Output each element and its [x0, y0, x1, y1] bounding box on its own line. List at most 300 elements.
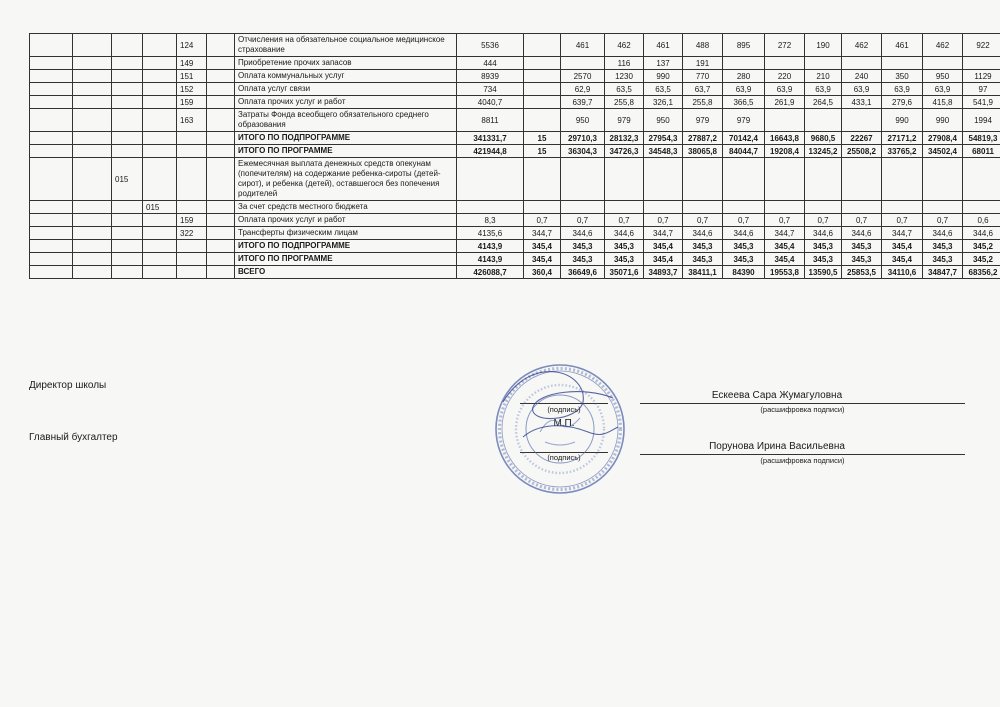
- month-8-cell: 0,7: [805, 214, 842, 227]
- specifics-code-cell: [177, 158, 207, 201]
- annual-total-cell: 8939: [457, 70, 524, 83]
- month-10-cell: 279,6: [882, 96, 923, 109]
- month-3-cell: 34726,3: [605, 145, 644, 158]
- month-10-cell: 461: [882, 34, 923, 57]
- month-11-cell: 990: [923, 109, 963, 132]
- month-4-cell: 461: [644, 34, 683, 57]
- month-4-cell: 63,5: [644, 83, 683, 96]
- program-code-cell: [112, 57, 143, 70]
- month-5-cell: 0,7: [683, 214, 723, 227]
- month-11-cell: 63,9: [923, 83, 963, 96]
- month-8-cell: [805, 57, 842, 70]
- month-8-cell: 264,5: [805, 96, 842, 109]
- level-1-cell: [30, 57, 73, 70]
- month-1-cell: [524, 57, 561, 70]
- item-name-cell: Затраты Фонда всеобщего обязательного среднего образования: [235, 109, 457, 132]
- director-name: Ескеева Сара Жумагуловна: [711, 390, 843, 401]
- month-6-cell: 84390: [723, 266, 765, 279]
- month-9-cell: 462: [842, 34, 882, 57]
- month-9-cell: 25508,2: [842, 145, 882, 158]
- level-1-cell: [30, 158, 73, 201]
- annual-total-cell: 4135,6: [457, 227, 524, 240]
- month-10-cell: [882, 201, 923, 214]
- month-9-cell: 22267: [842, 132, 882, 145]
- month-6-cell: 345,3: [723, 240, 765, 253]
- month-6-cell: [723, 158, 765, 201]
- annual-total-cell: 421944,8: [457, 145, 524, 158]
- month-11-cell: 345,3: [923, 240, 963, 253]
- specifics-code-cell: 159: [177, 214, 207, 227]
- subprogram-code-cell: 015: [143, 201, 177, 214]
- blank-cell: [207, 70, 235, 83]
- blank-cell: [207, 57, 235, 70]
- annual-total-cell: 4143,9: [457, 240, 524, 253]
- month-12-cell: [963, 201, 1000, 214]
- table-row: [30, 132, 1000, 145]
- month-9-cell: 345,3: [842, 253, 882, 266]
- month-7-cell: 19208,4: [765, 145, 805, 158]
- level-2-cell: [73, 83, 112, 96]
- month-4-cell: 0,7: [644, 214, 683, 227]
- month-5-cell: [683, 158, 723, 201]
- month-5-cell: 255,8: [683, 96, 723, 109]
- level-1-cell: [30, 109, 73, 132]
- month-4-cell: 345,4: [644, 240, 683, 253]
- director-name-caption: (расшифровка подписи): [760, 405, 845, 414]
- month-6-cell: 84044,7: [723, 145, 765, 158]
- month-3-cell: 345,3: [605, 240, 644, 253]
- month-1-cell: [524, 158, 561, 201]
- month-10-cell: 345,4: [882, 240, 923, 253]
- annual-total-cell: [457, 201, 524, 214]
- level-2-cell: [73, 34, 112, 57]
- month-9-cell: 63,9: [842, 83, 882, 96]
- level-1-cell: [30, 145, 73, 158]
- month-3-cell: 0,7: [605, 214, 644, 227]
- month-8-cell: 190: [805, 34, 842, 57]
- month-2-cell: 29710,3: [561, 132, 605, 145]
- month-12-cell: [963, 57, 1000, 70]
- month-7-cell: [765, 201, 805, 214]
- month-4-cell: 34893,7: [644, 266, 683, 279]
- subprogram-code-cell: [143, 57, 177, 70]
- month-12-cell: 1129: [963, 70, 1000, 83]
- table-row: [30, 227, 1000, 240]
- month-9-cell: [842, 158, 882, 201]
- month-11-cell: [923, 158, 963, 201]
- month-6-cell: 70142,4: [723, 132, 765, 145]
- level-2-cell: [73, 70, 112, 83]
- month-3-cell: 344,6: [605, 227, 644, 240]
- month-6-cell: 366,5: [723, 96, 765, 109]
- month-4-cell: 990: [644, 70, 683, 83]
- month-12-cell: 68011: [963, 145, 1000, 158]
- month-6-cell: 895: [723, 34, 765, 57]
- level-1-cell: [30, 70, 73, 83]
- table-row: [30, 145, 1000, 158]
- item-name-cell: Оплата прочих услуг и работ: [235, 214, 457, 227]
- blank-cell: [207, 227, 235, 240]
- month-9-cell: 433,1: [842, 96, 882, 109]
- specifics-code-cell: [177, 266, 207, 279]
- item-name-cell: За счет средств местного бюджета: [235, 201, 457, 214]
- subprogram-code-cell: [143, 214, 177, 227]
- budget-table-body: [30, 34, 1000, 279]
- month-5-cell: 191: [683, 57, 723, 70]
- month-9-cell: 0,7: [842, 214, 882, 227]
- item-name-cell: ВСЕГО: [235, 266, 457, 279]
- month-7-cell: 220: [765, 70, 805, 83]
- month-10-cell: 34110,6: [882, 266, 923, 279]
- month-12-cell: 345,2: [963, 253, 1000, 266]
- item-name-cell: Приобретение прочих запасов: [235, 57, 457, 70]
- annual-total-cell: 426088,7: [457, 266, 524, 279]
- month-6-cell: 0,7: [723, 214, 765, 227]
- month-6-cell: 979: [723, 109, 765, 132]
- table-row: [30, 83, 1000, 96]
- month-3-cell: 35071,6: [605, 266, 644, 279]
- month-1-cell: 0,7: [524, 214, 561, 227]
- month-9-cell: 25853,5: [842, 266, 882, 279]
- month-5-cell: 345,3: [683, 253, 723, 266]
- month-2-cell: 36649,6: [561, 266, 605, 279]
- blank-cell: [207, 240, 235, 253]
- item-name-cell: Оплата прочих услуг и работ: [235, 96, 457, 109]
- specifics-code-cell: [177, 201, 207, 214]
- month-1-cell: [524, 109, 561, 132]
- month-7-cell: [765, 158, 805, 201]
- level-2-cell: [73, 145, 112, 158]
- level-1-cell: [30, 83, 73, 96]
- month-9-cell: [842, 201, 882, 214]
- program-code-cell: [112, 240, 143, 253]
- table-row: [30, 266, 1000, 279]
- month-5-cell: 979: [683, 109, 723, 132]
- level-1-cell: [30, 253, 73, 266]
- month-11-cell: 0,7: [923, 214, 963, 227]
- month-7-cell: 63,9: [765, 83, 805, 96]
- month-1-cell: [524, 34, 561, 57]
- month-10-cell: 0,7: [882, 214, 923, 227]
- item-name-cell: ИТОГО ПО ПРОГРАММЕ: [235, 145, 457, 158]
- blank-cell: [207, 253, 235, 266]
- program-code-cell: [112, 96, 143, 109]
- program-code-cell: [112, 34, 143, 57]
- month-8-cell: 13245,2: [805, 145, 842, 158]
- month-4-cell: [644, 158, 683, 201]
- month-3-cell: 462: [605, 34, 644, 57]
- subprogram-code-cell: [143, 253, 177, 266]
- level-1-cell: [30, 201, 73, 214]
- budget-table: [29, 33, 1000, 279]
- annual-total-cell: 341331,7: [457, 132, 524, 145]
- annual-total-cell: 444: [457, 57, 524, 70]
- month-2-cell: 344,6: [561, 227, 605, 240]
- level-2-cell: [73, 109, 112, 132]
- month-10-cell: [882, 158, 923, 201]
- subprogram-code-cell: [143, 109, 177, 132]
- month-10-cell: 33765,2: [882, 145, 923, 158]
- month-1-cell: [524, 70, 561, 83]
- month-9-cell: 345,3: [842, 240, 882, 253]
- month-11-cell: 34847,7: [923, 266, 963, 279]
- annual-total-cell: 4143,9: [457, 253, 524, 266]
- month-2-cell: 36304,3: [561, 145, 605, 158]
- accountant-sign-caption: (подпись): [547, 453, 581, 462]
- blank-cell: [207, 201, 235, 214]
- accountant-label: Главный бухгалтер: [29, 432, 118, 443]
- month-8-cell: 63,9: [805, 83, 842, 96]
- month-4-cell: [644, 201, 683, 214]
- month-5-cell: 27887,2: [683, 132, 723, 145]
- director-name-line: [640, 403, 965, 404]
- month-11-cell: 345,3: [923, 253, 963, 266]
- month-5-cell: [683, 201, 723, 214]
- month-11-cell: 344,6: [923, 227, 963, 240]
- program-code-cell: [112, 132, 143, 145]
- program-code-cell: 015: [112, 158, 143, 201]
- specifics-code-cell: [177, 132, 207, 145]
- program-code-cell: [112, 266, 143, 279]
- month-11-cell: [923, 201, 963, 214]
- month-7-cell: 272: [765, 34, 805, 57]
- table-row: [30, 253, 1000, 266]
- level-2-cell: [73, 240, 112, 253]
- annual-total-cell: 5536: [457, 34, 524, 57]
- table-row: [30, 109, 1000, 132]
- month-8-cell: [805, 158, 842, 201]
- month-9-cell: 240: [842, 70, 882, 83]
- month-11-cell: 34502,4: [923, 145, 963, 158]
- accountant-name-caption: (расшифровка подписи): [760, 456, 845, 465]
- stamp-place-label: М.П.: [553, 418, 575, 429]
- program-code-cell: [112, 83, 143, 96]
- subprogram-code-cell: [143, 158, 177, 201]
- program-code-cell: [112, 214, 143, 227]
- month-4-cell: 34548,3: [644, 145, 683, 158]
- month-7-cell: 345,4: [765, 253, 805, 266]
- program-code-cell: [112, 227, 143, 240]
- specifics-code-cell: [177, 145, 207, 158]
- table-row: [30, 96, 1000, 109]
- month-4-cell: 344,7: [644, 227, 683, 240]
- specifics-code-cell: [177, 240, 207, 253]
- month-2-cell: [561, 57, 605, 70]
- month-9-cell: [842, 57, 882, 70]
- subprogram-code-cell: [143, 145, 177, 158]
- program-code-cell: [112, 253, 143, 266]
- subprogram-code-cell: [143, 132, 177, 145]
- month-2-cell: 0,7: [561, 214, 605, 227]
- blank-cell: [207, 96, 235, 109]
- program-code-cell: [112, 201, 143, 214]
- month-6-cell: 280: [723, 70, 765, 83]
- month-3-cell: 979: [605, 109, 644, 132]
- item-name-cell: Отчисления на обязательное социальное медицинское страхование: [235, 34, 457, 57]
- specifics-code-cell: 159: [177, 96, 207, 109]
- month-8-cell: 345,3: [805, 240, 842, 253]
- item-name-cell: Оплата услуг связи: [235, 83, 457, 96]
- subprogram-code-cell: [143, 70, 177, 83]
- month-1-cell: 345,4: [524, 240, 561, 253]
- month-3-cell: 63,5: [605, 83, 644, 96]
- month-8-cell: 210: [805, 70, 842, 83]
- month-12-cell: [963, 158, 1000, 201]
- level-1-cell: [30, 214, 73, 227]
- month-8-cell: 345,3: [805, 253, 842, 266]
- level-2-cell: [73, 266, 112, 279]
- month-7-cell: 19553,8: [765, 266, 805, 279]
- month-12-cell: 541,9: [963, 96, 1000, 109]
- level-1-cell: [30, 34, 73, 57]
- month-1-cell: [524, 96, 561, 109]
- item-name-cell: Трансферты физическим лицам: [235, 227, 457, 240]
- month-2-cell: 62,9: [561, 83, 605, 96]
- month-7-cell: [765, 57, 805, 70]
- month-4-cell: 137: [644, 57, 683, 70]
- level-1-cell: [30, 266, 73, 279]
- subprogram-code-cell: [143, 240, 177, 253]
- month-3-cell: 255,8: [605, 96, 644, 109]
- month-6-cell: 345,3: [723, 253, 765, 266]
- month-3-cell: 28132,3: [605, 132, 644, 145]
- month-8-cell: 13590,5: [805, 266, 842, 279]
- month-7-cell: [765, 109, 805, 132]
- month-11-cell: [923, 57, 963, 70]
- month-5-cell: 63,7: [683, 83, 723, 96]
- blank-cell: [207, 109, 235, 132]
- month-1-cell: [524, 201, 561, 214]
- month-3-cell: [605, 201, 644, 214]
- month-4-cell: 345,4: [644, 253, 683, 266]
- month-3-cell: [605, 158, 644, 201]
- month-5-cell: 38411,1: [683, 266, 723, 279]
- blank-cell: [207, 266, 235, 279]
- month-7-cell: 261,9: [765, 96, 805, 109]
- blank-cell: [207, 83, 235, 96]
- table-row: [30, 158, 1000, 201]
- month-3-cell: 345,3: [605, 253, 644, 266]
- month-12-cell: 345,2: [963, 240, 1000, 253]
- month-10-cell: 345,4: [882, 253, 923, 266]
- program-code-cell: [112, 70, 143, 83]
- month-1-cell: 345,4: [524, 253, 561, 266]
- blank-cell: [207, 132, 235, 145]
- month-12-cell: 68356,2: [963, 266, 1000, 279]
- month-11-cell: 27908,4: [923, 132, 963, 145]
- month-8-cell: 9680,5: [805, 132, 842, 145]
- month-6-cell: 344,6: [723, 227, 765, 240]
- level-1-cell: [30, 96, 73, 109]
- level-2-cell: [73, 214, 112, 227]
- specifics-code-cell: [177, 253, 207, 266]
- month-4-cell: 326,1: [644, 96, 683, 109]
- month-1-cell: 15: [524, 132, 561, 145]
- item-name-cell: Ежемесячная выплата денежных средств опекунам (попечителям) на содержание ребенка-сироты (детей-сирот), и ребенка (детей), оставшегося без попечения родителей: [235, 158, 457, 201]
- month-1-cell: 360,4: [524, 266, 561, 279]
- table-row: [30, 57, 1000, 70]
- blank-cell: [207, 34, 235, 57]
- level-2-cell: [73, 158, 112, 201]
- month-6-cell: [723, 201, 765, 214]
- month-5-cell: 344,6: [683, 227, 723, 240]
- month-9-cell: [842, 109, 882, 132]
- official-seal-stamp: [493, 362, 628, 497]
- month-10-cell: 990: [882, 109, 923, 132]
- month-12-cell: 54819,3: [963, 132, 1000, 145]
- month-5-cell: 488: [683, 34, 723, 57]
- item-name-cell: ИТОГО ПО ПОДПРОГРАММЕ: [235, 240, 457, 253]
- month-3-cell: 1230: [605, 70, 644, 83]
- month-7-cell: 16643,8: [765, 132, 805, 145]
- accountant-name: Порунова Ирина Васильевна: [709, 441, 845, 452]
- subprogram-code-cell: [143, 96, 177, 109]
- director-label: Директор школы: [29, 380, 107, 391]
- month-1-cell: [524, 83, 561, 96]
- specifics-code-cell: 152: [177, 83, 207, 96]
- item-name-cell: ИТОГО ПО ПОДПРОГРАММЕ: [235, 132, 457, 145]
- director-sign-caption: (подпись): [547, 405, 581, 414]
- table-row: [30, 201, 1000, 214]
- specifics-code-cell: 163: [177, 109, 207, 132]
- annual-total-cell: [457, 158, 524, 201]
- month-6-cell: 63,9: [723, 83, 765, 96]
- level-2-cell: [73, 57, 112, 70]
- month-5-cell: 345,3: [683, 240, 723, 253]
- level-2-cell: [73, 201, 112, 214]
- month-10-cell: 344,7: [882, 227, 923, 240]
- month-10-cell: 63,9: [882, 83, 923, 96]
- specifics-code-cell: 124: [177, 34, 207, 57]
- blank-cell: [207, 158, 235, 201]
- month-2-cell: 950: [561, 109, 605, 132]
- month-7-cell: 345,4: [765, 240, 805, 253]
- table-row: [30, 214, 1000, 227]
- specifics-code-cell: 149: [177, 57, 207, 70]
- specifics-code-cell: 322: [177, 227, 207, 240]
- month-12-cell: 344,6: [963, 227, 1000, 240]
- level-2-cell: [73, 96, 112, 109]
- level-1-cell: [30, 227, 73, 240]
- month-2-cell: 345,3: [561, 240, 605, 253]
- table-row: [30, 240, 1000, 253]
- month-9-cell: 344,6: [842, 227, 882, 240]
- month-12-cell: 0,6: [963, 214, 1000, 227]
- annual-total-cell: 8811: [457, 109, 524, 132]
- month-8-cell: [805, 109, 842, 132]
- month-11-cell: 950: [923, 70, 963, 83]
- month-12-cell: 97: [963, 83, 1000, 96]
- month-10-cell: [882, 57, 923, 70]
- annual-total-cell: 8,3: [457, 214, 524, 227]
- level-2-cell: [73, 253, 112, 266]
- annual-total-cell: 4040,7: [457, 96, 524, 109]
- month-2-cell: 461: [561, 34, 605, 57]
- month-2-cell: [561, 158, 605, 201]
- blank-cell: [207, 145, 235, 158]
- month-5-cell: 38065,8: [683, 145, 723, 158]
- month-1-cell: 15: [524, 145, 561, 158]
- month-8-cell: [805, 201, 842, 214]
- program-code-cell: [112, 109, 143, 132]
- month-3-cell: 116: [605, 57, 644, 70]
- program-code-cell: [112, 145, 143, 158]
- blank-cell: [207, 214, 235, 227]
- specifics-code-cell: 151: [177, 70, 207, 83]
- month-7-cell: 0,7: [765, 214, 805, 227]
- subprogram-code-cell: [143, 227, 177, 240]
- month-12-cell: 922: [963, 34, 1000, 57]
